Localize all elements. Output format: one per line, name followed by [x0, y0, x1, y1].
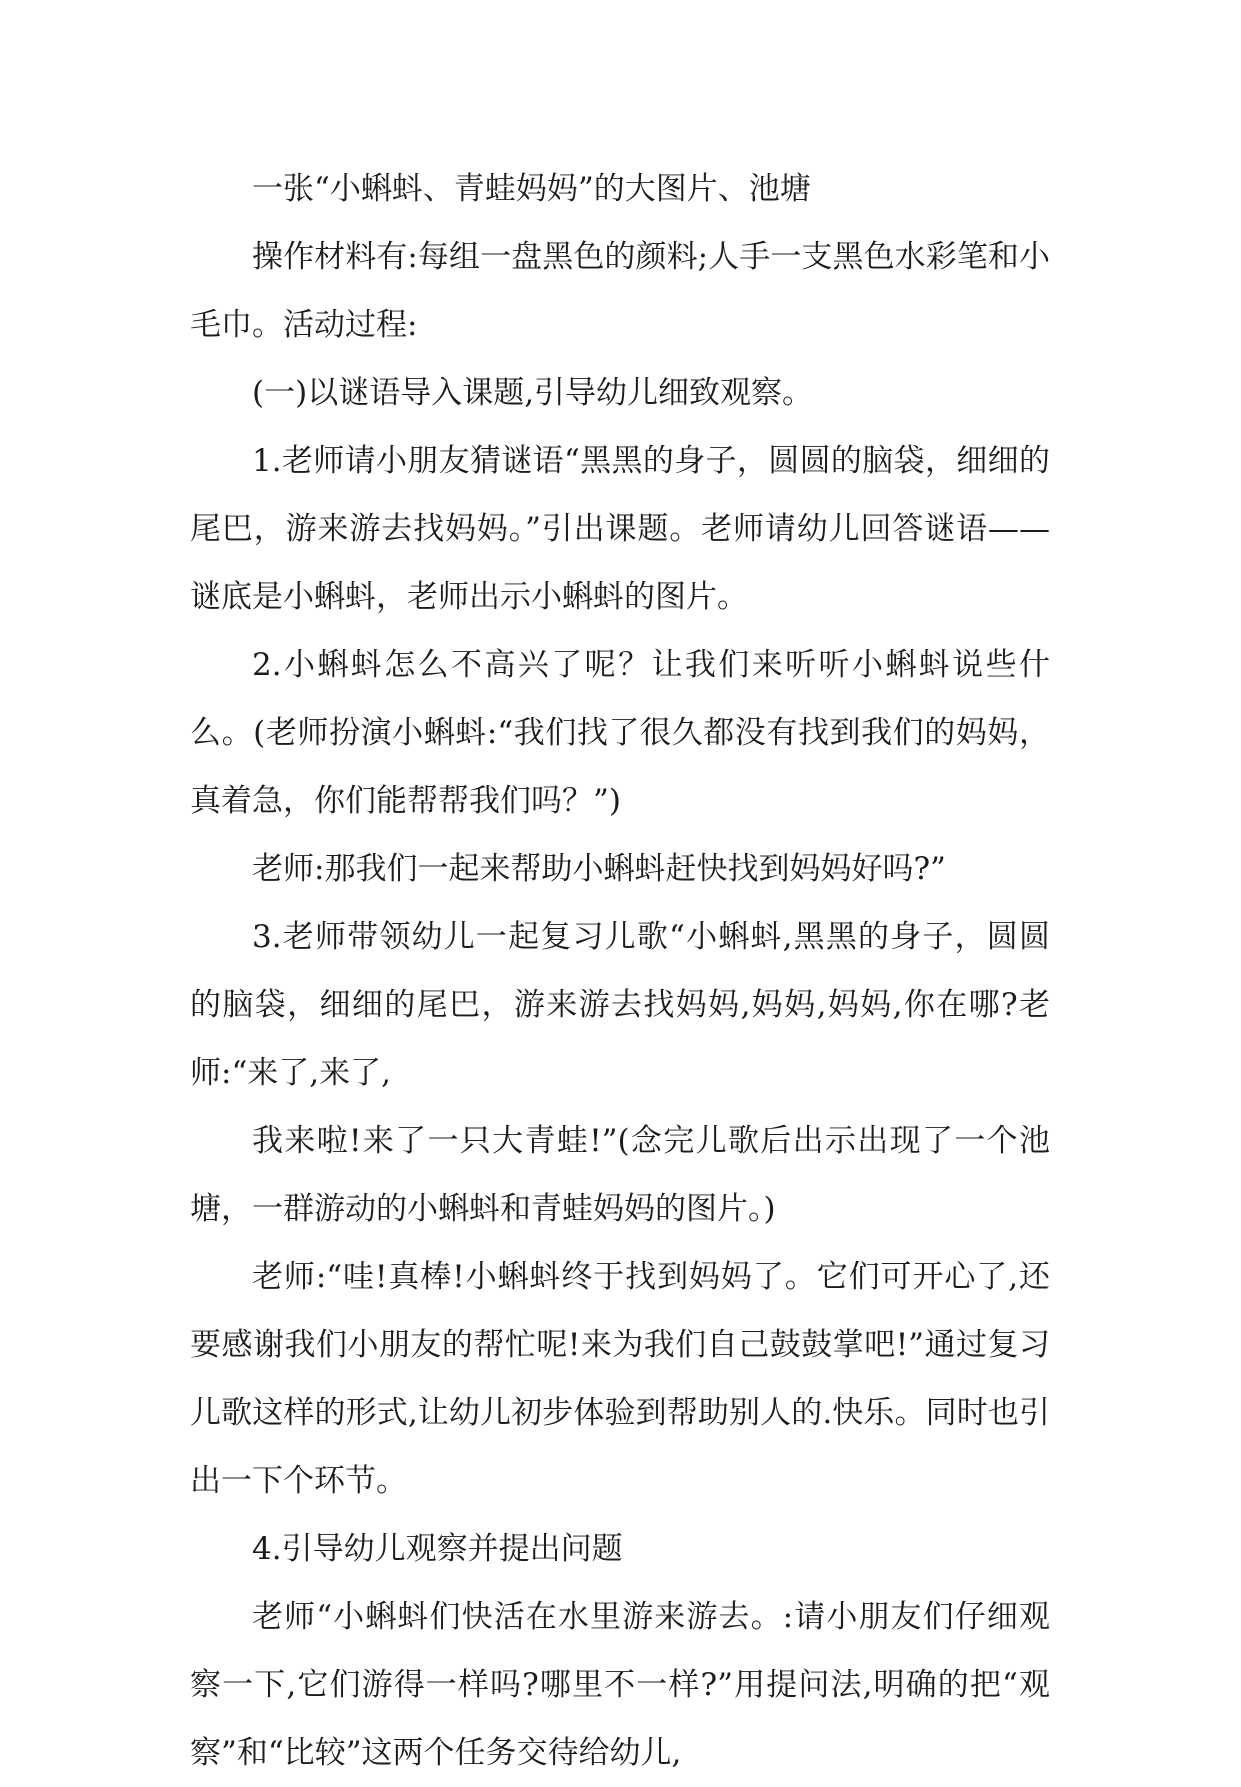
- paragraph-step-1: 1.老师请小朋友猜谜语“黑黑的身子，圆圆的脑袋，细细的尾巴，游来游去找妈妈。”引出课题。老师请幼儿回答谜语——谜底是小蝌蚪，老师出示小蝌蚪的图片。: [190, 443, 1050, 615]
- paragraph-step-4: 4.引导幼儿观察并提出问题: [252, 1531, 623, 1567]
- paragraph-frog-arrives: 我来啦!来了一只大青蛙!”(念完儿歌后出示出现了一个池塘，一群游动的小蝌蚪和青蛙妈妈的图片。): [190, 1123, 1050, 1227]
- paragraph-section-one-heading: (一)以谜语导入课题,引导幼儿细致观察。: [252, 375, 814, 411]
- paragraph-teacher-line-2: 老师:“哇!真棒!小蝌蚪终于找到妈妈了。它们可开心了,还要感谢我们小朋友的帮忙呢!来为我们自己鼓鼓掌吧!”通过复习儿歌这样的形式,让幼儿初步体验到帮助别人的.快乐。同时也引出一下个环节。: [190, 1259, 1050, 1499]
- paragraph-step-3: 3.老师带领幼儿一起复习儿歌“小蝌蚪,黑黑的身子，圆圆的脑袋，细细的尾巴，游来游去找妈妈,妈妈,妈妈,你在哪?老师:“来了,来了,: [190, 919, 1050, 1091]
- paragraph-operation-materials: 操作材料有:每组一盘黑色的颜料;人手一支黑色水彩笔和小毛巾。活动过程:: [190, 239, 1050, 343]
- paragraph-teacher-line-3: 老师“小蝌蚪们快活在水里游来游去。:请小朋友们仔细观察一下,它们游得一样吗?哪里不一样?”用提问法,明确的把“观察”和“比较”这两个任务交待给幼儿,: [190, 1599, 1050, 1771]
- paragraph-materials: 一张“小蝌蚪、青蛙妈妈”的大图片、池塘: [252, 171, 811, 207]
- document-body: [190, 155, 1050, 1787]
- paragraph-step-2: 2.小蝌蚪怎么不高兴了呢？让我们来听听小蝌蚪说些什么。(老师扮演小蝌蚪:“我们找了很久都没有找到我们的妈妈，真着急，你们能帮帮我们吗？”): [190, 647, 1050, 819]
- paragraph-teacher-line-1: 老师:那我们一起来帮助小蝌蚪赶快找到妈妈好吗?”: [252, 851, 946, 887]
